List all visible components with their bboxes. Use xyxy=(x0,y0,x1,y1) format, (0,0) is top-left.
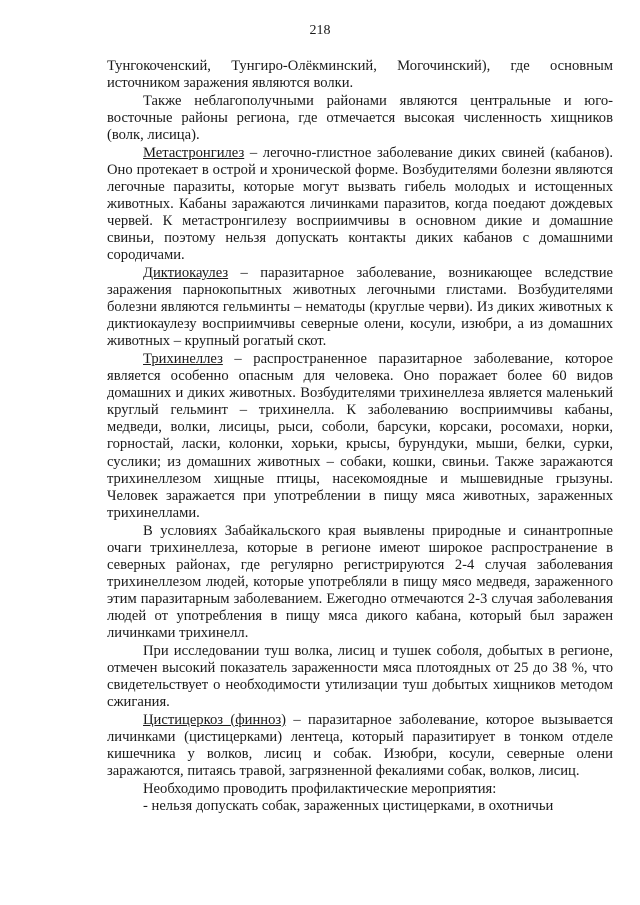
paragraph xyxy=(107,145,613,265)
paragraph-text: - нельзя допускать собак, зараженных цистицерками, в охотничьи xyxy=(143,798,554,815)
paragraph xyxy=(107,93,613,144)
paragraph-text: – легочно-глистное заболевание диких свиней (кабанов). Оно протекает в острой и хронической форме. Возбудителями болезни являются легочные паразиты, которые могут вызвать гибель молодых и истощенных животных. Кабаны заражаются личинками паразитов, когда поедают дождевых червей. К метастронгилезу восприимчивы в основном дикие и домашние свиньи, поэтому нельзя допускать контакты диких кабанов с домашними сородичами. xyxy=(107,144,613,264)
paragraph xyxy=(107,712,613,780)
paragraph-text: – паразитарное заболевание, возникающее вследствие заражения парнокопытных животных легочными глистами. Возбудителями болезни являются гельминты – нематоды (круглые черви). Из диких животных к диктиокаулезу восприимчивы северные олени, косули, изюбри, а из домашних животных – крупный рогатый скот. xyxy=(107,264,613,350)
disease-term: Цистицеркоз (финноз) xyxy=(143,711,287,728)
paragraph xyxy=(107,798,613,815)
disease-term: Метастронгилез xyxy=(143,144,245,161)
paragraph xyxy=(107,523,613,643)
paragraph xyxy=(107,58,613,92)
document-body xyxy=(107,58,613,816)
page-number: 218 xyxy=(309,23,331,38)
disease-term: Диктиокаулез xyxy=(143,264,229,281)
paragraph-text: Также неблагополучными районами являются центральные и юго-восточные районы региона, где отмечается высокая численность хищников (волк, лисица). xyxy=(107,92,613,143)
disease-term: Трихинеллез xyxy=(143,350,223,367)
paragraph-text: Необходимо проводить профилактические мероприятия: xyxy=(143,780,497,797)
paragraph-text: – паразитарное заболевание, которое вызывается личинками (цистицерками) лентеца, который паразитирует в тонком отделе кишечника у волков, лисиц и собак. Изюбри, косули, северные олени заражаются, питаясь травой, загрязненной фекалиями собак, волков, лисиц. xyxy=(107,711,613,779)
paragraph xyxy=(107,351,613,522)
paragraph-text: – распространенное паразитарное заболевание, которое является особенно опасным для человека. Оно поражает более 60 видов домашних и диких животных. Возбудителями трихинеллеза является маленький круглый гельминт – трихинелла. К заболеванию восприимчивы кабаны, медведи, волки, лисицы, рыси, соболи, барсуки, корсаки, росомахи, норки, горностай, ласки, колонки, хорьки, крысы, бурундуки, мыши, белки, сурки, суслики; из домашних животных – собаки, кошки, свиньи. Также заражаются трихинеллезом хищные птицы, насекомоядные и мышевидные грызуны. Человек заражается при употреблении в пищу мяса животных, зараженных трихинеллами. xyxy=(107,350,613,521)
paragraph-text: При исследовании туш волка, лисиц и тушек соболя, добытых в регионе, отмечен высокий показатель зараженности мяса плотоядных от 25 до 38 %, что свидетельствует о необходимости утилизации туш добытых хищников методом сжигания. xyxy=(107,642,613,711)
paragraph xyxy=(107,781,613,798)
paragraph-text: Тунгокоченский, Тунгиро-Олёкминский, Могочинский), где основным источником заражения являются волки. xyxy=(107,58,613,92)
paragraph xyxy=(107,265,613,350)
paragraph-text: В условиях Забайкальского края выявлены природные и синантропные очаги трихинеллеза, которые в регионе имеют широкое распространение в северных районах, где регулярно регистрируются 2-4 случая заболевания трихинеллезом людей, которые употребляли в пищу мясо медведя, зараженного этим паразитарным заболеванием. Ежегодно отмечаются 2-3 случая заболевания людей от употребления в пищу мяса дикого кабана, который был заражен личинками трихинелл. xyxy=(107,522,613,642)
paragraph xyxy=(107,643,613,711)
